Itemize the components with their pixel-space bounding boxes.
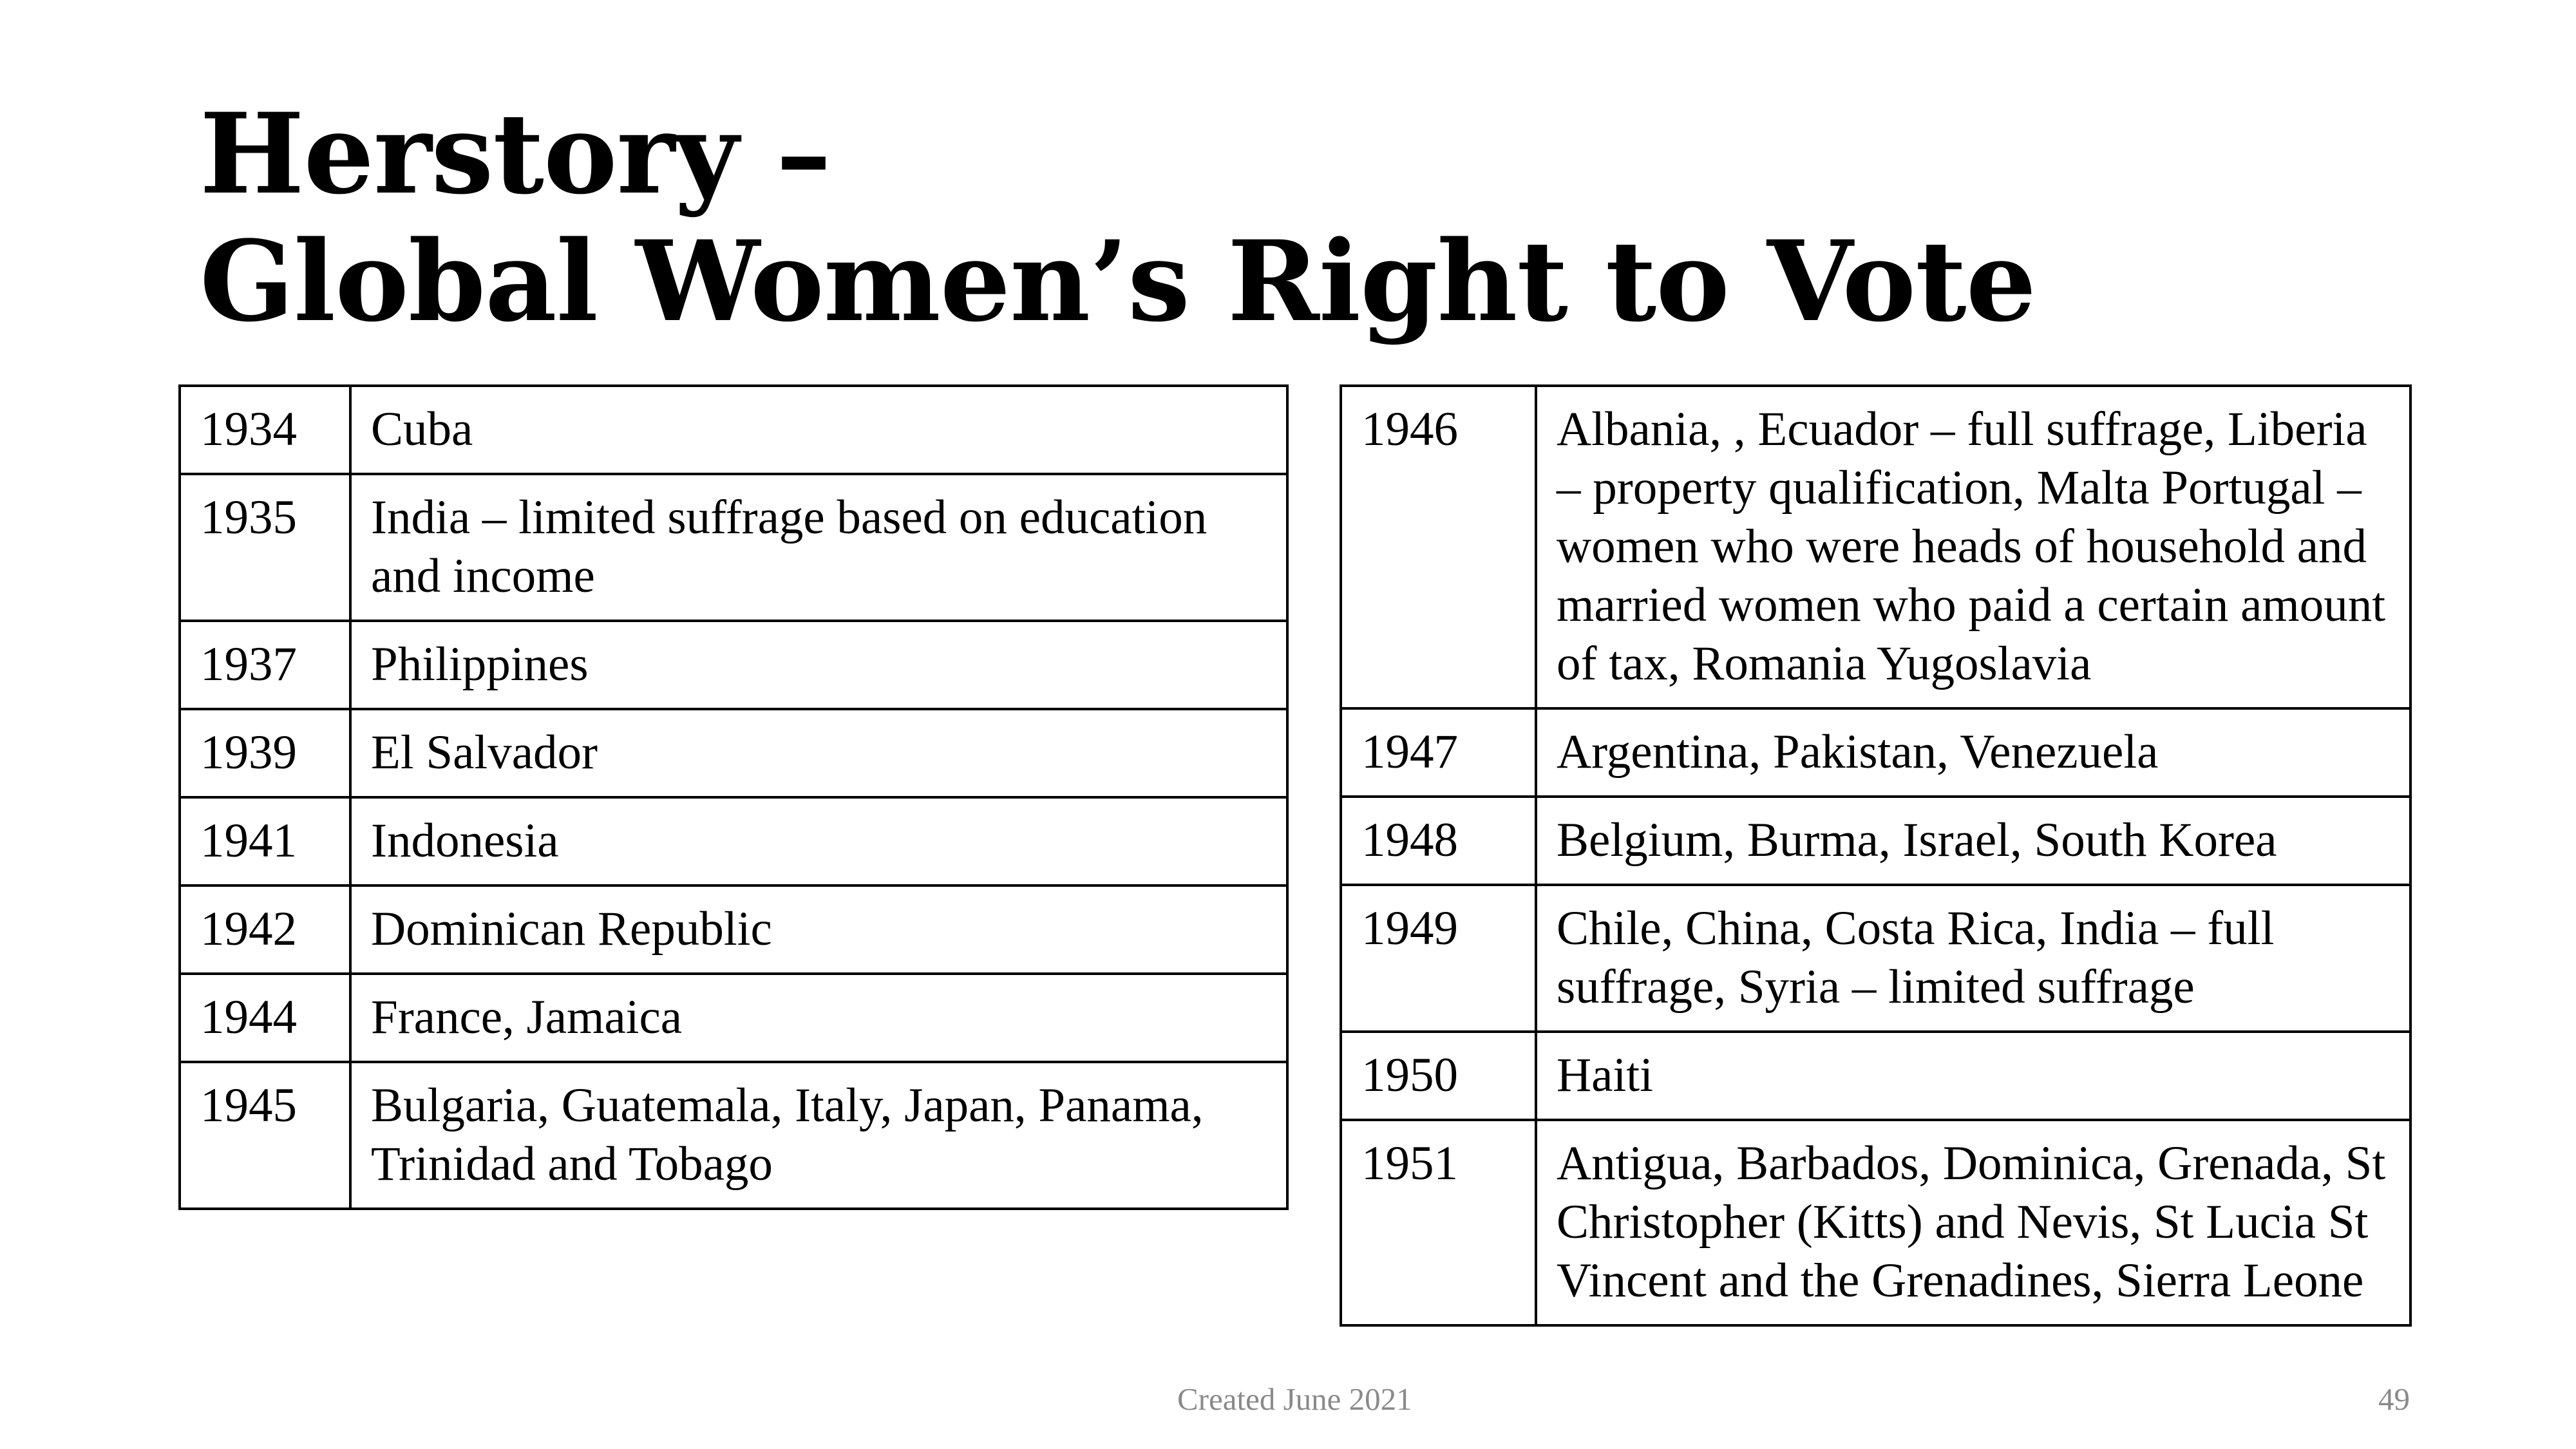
- year-cell: 1949: [1341, 885, 1536, 1032]
- countries-cell: El Salvador: [350, 709, 1287, 797]
- countries-cell: Dominican Republic: [350, 886, 1287, 974]
- footer-date: Created June 2021: [1177, 1381, 1412, 1417]
- countries-cell: Albania, , Ecuador – full suffrage, Liberia – property qualification, Malta Portugal – women who were heads of household and married women who paid a certain amount of tax, Romania Yugoslavia: [1536, 386, 2410, 708]
- table-row: [1341, 797, 2410, 885]
- year-cell: 1934: [180, 386, 350, 474]
- year-cell: 1944: [180, 974, 350, 1062]
- countries-cell: Antigua, Barbados, Dominica, Grenada, St Christopher (Kitts) and Nevis, St Lucia St Vincent and the Grenadines, Sierra Leone: [1536, 1120, 2410, 1325]
- countries-cell: Chile, China, Costa Rica, India – full suffrage, Syria – limited suffrage: [1536, 885, 2410, 1032]
- countries-cell: Argentina, Pakistan, Venezuela: [1536, 708, 2410, 797]
- table-row: [180, 474, 1287, 621]
- suffrage-table-right: [1340, 384, 2412, 1327]
- table-row: [180, 886, 1287, 974]
- table-row: [180, 1062, 1287, 1209]
- year-cell: 1937: [180, 621, 350, 709]
- title-line-1: Herstory –: [200, 88, 831, 219]
- countries-cell: Belgium, Burma, Israel, South Korea: [1536, 797, 2410, 885]
- countries-cell: Cuba: [350, 386, 1287, 474]
- year-cell: 1946: [1341, 386, 1536, 708]
- table-row: [180, 974, 1287, 1062]
- year-cell: 1945: [180, 1062, 350, 1209]
- table-row: [1341, 708, 2410, 797]
- table-row: [180, 709, 1287, 797]
- table-row: [1341, 1032, 2410, 1120]
- year-cell: 1939: [180, 709, 350, 797]
- year-cell: 1935: [180, 474, 350, 621]
- page-number: 49: [2378, 1381, 2410, 1417]
- countries-cell: Indonesia: [350, 797, 1287, 886]
- year-cell: 1947: [1341, 708, 1536, 797]
- countries-cell: France, Jamaica: [350, 974, 1287, 1062]
- table-row: [1341, 1120, 2410, 1325]
- countries-cell: India – limited suffrage based on education and income: [350, 474, 1287, 621]
- suffrage-table-left: [178, 384, 1289, 1210]
- title-line-2: Global Women’s Right to Vote: [200, 216, 2036, 346]
- countries-cell: Haiti: [1536, 1032, 2410, 1120]
- slide-title: [200, 90, 2036, 345]
- year-cell: 1950: [1341, 1032, 1536, 1120]
- table-row: [180, 621, 1287, 709]
- countries-cell: Bulgaria, Guatemala, Italy, Japan, Panama, Trinidad and Tobago: [350, 1062, 1287, 1209]
- year-cell: 1951: [1341, 1120, 1536, 1325]
- table-row: [180, 386, 1287, 474]
- table-row: [1341, 885, 2410, 1032]
- table-row: [1341, 386, 2410, 708]
- year-cell: 1948: [1341, 797, 1536, 885]
- table-row: [180, 797, 1287, 886]
- countries-cell: Philippines: [350, 621, 1287, 709]
- year-cell: 1942: [180, 886, 350, 974]
- year-cell: 1941: [180, 797, 350, 886]
